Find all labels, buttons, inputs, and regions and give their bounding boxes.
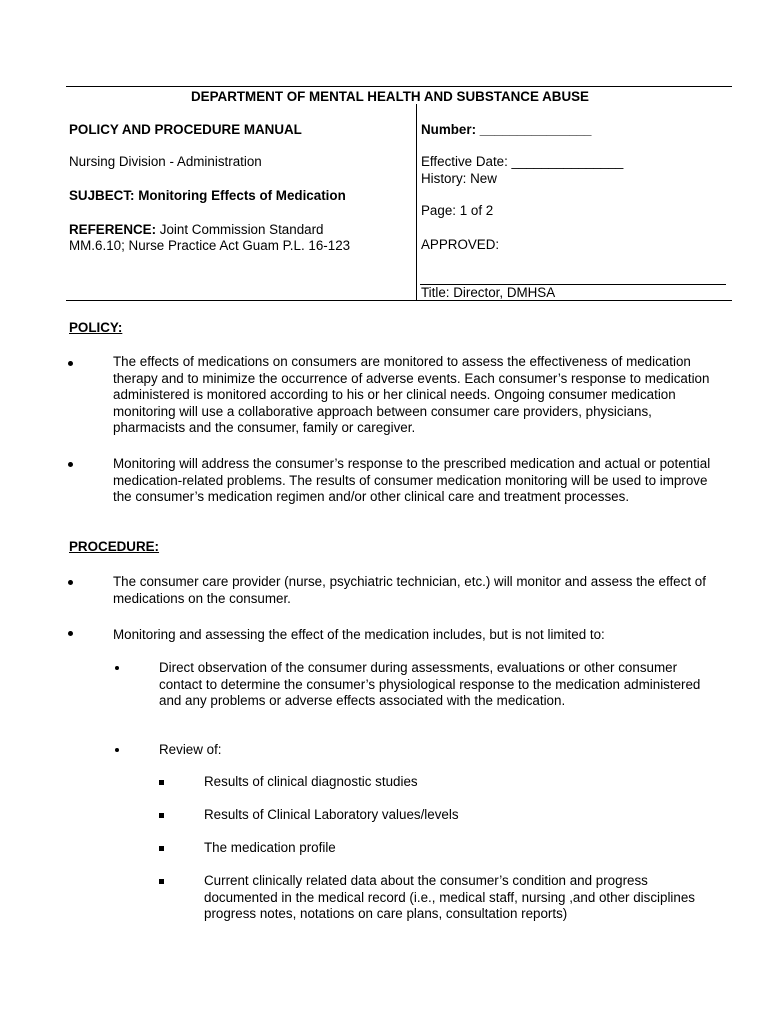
header-top-rule (66, 86, 732, 87)
reference-line2: MM.6.10; Nurse Practice Act Guam P.L. 16-123 (69, 238, 351, 253)
policy-bullet-1 (68, 361, 73, 366)
review-item-3: The medication profile (204, 840, 336, 855)
procedure-bullet-2 (68, 631, 73, 636)
review-item-2: Results of Clinical Laboratory values/levels (204, 807, 459, 822)
policy-item-2: Monitoring will address the consumer’s response to the prescribed medication and actual or potential medication-related problems. The results of consumer medication monitoring will be used to improve the consumer’s medication regimen and/or other clinical care and treatment processes. (113, 456, 711, 504)
page-number: Page: 1 of 2 (421, 203, 494, 218)
reference-label: REFERENCE: (69, 222, 157, 237)
review-item-4: Current clinically related data about the consumer’s condition and progress documented in the medical record (i.e., medical staff, nursing ,and other disciplines progress notes, notations on care plans, consultation reports) (204, 873, 696, 921)
policy-item-1: The effects of medications on consumers are monitored to assess the effectiveness of medication therapy and to minimize the occurrence of adverse events. Each consumer’s response to medication administered is monitored according to his or her clinical needs. Ongoing consumer medication monitoring will use a collaborative approach between consumer care providers, physicians, pharmacists and the consumer, family or caregiver. (113, 354, 710, 435)
subitem-review-of: Review of: (159, 742, 222, 757)
header-bottom-rule (66, 300, 732, 301)
subject-text: SUJBECT: Monitoring Effects of Medication (69, 188, 346, 203)
procedure-heading: PROCEDURE: (69, 539, 160, 554)
review-bullet-1 (159, 780, 164, 785)
reference-line1: Joint Commission Standard (156, 222, 324, 237)
review-bullet-3 (159, 846, 164, 851)
subitem-bullet-2 (115, 748, 119, 752)
division-text: Nursing Division - Administration (69, 154, 262, 169)
manual-title: POLICY AND PROCEDURE MANUAL (69, 122, 302, 137)
procedure-bullet-1 (68, 580, 73, 585)
policy-heading: POLICY: (69, 320, 123, 335)
title-text: Title: Director, DMHSA (421, 285, 556, 300)
reference-text (69, 222, 324, 239)
approved-label: APPROVED: (421, 237, 500, 252)
subitem-direct-observation: Direct observation of the consumer during assessments, evaluations or other consumer contact to determine the consumer’s physiological response to the medication administered and any problems or adverse effects associated with the medication. (159, 660, 701, 708)
history-text: History: New (421, 171, 497, 186)
procedure-item-2: Monitoring and assessing the effect of the medication includes, but is not limited to: (113, 627, 605, 642)
review-bullet-2 (159, 813, 164, 818)
number-field: Number: _______________ (421, 122, 592, 137)
procedure-item-1: The consumer care provider (nurse, psychiatric technician, etc.) will monitor and assess the effect of medications on the consumer. (113, 574, 706, 606)
effective-date-field: Effective Date: _______________ (421, 154, 624, 169)
header-column-divider (416, 104, 417, 300)
department-title: DEPARTMENT OF MENTAL HEALTH AND SUBSTANCE ABUSE (191, 89, 589, 104)
subitem-bullet-1 (115, 666, 119, 670)
review-bullet-4 (159, 879, 164, 884)
policy-bullet-2 (68, 462, 73, 467)
review-item-1: Results of clinical diagnostic studies (204, 774, 418, 789)
